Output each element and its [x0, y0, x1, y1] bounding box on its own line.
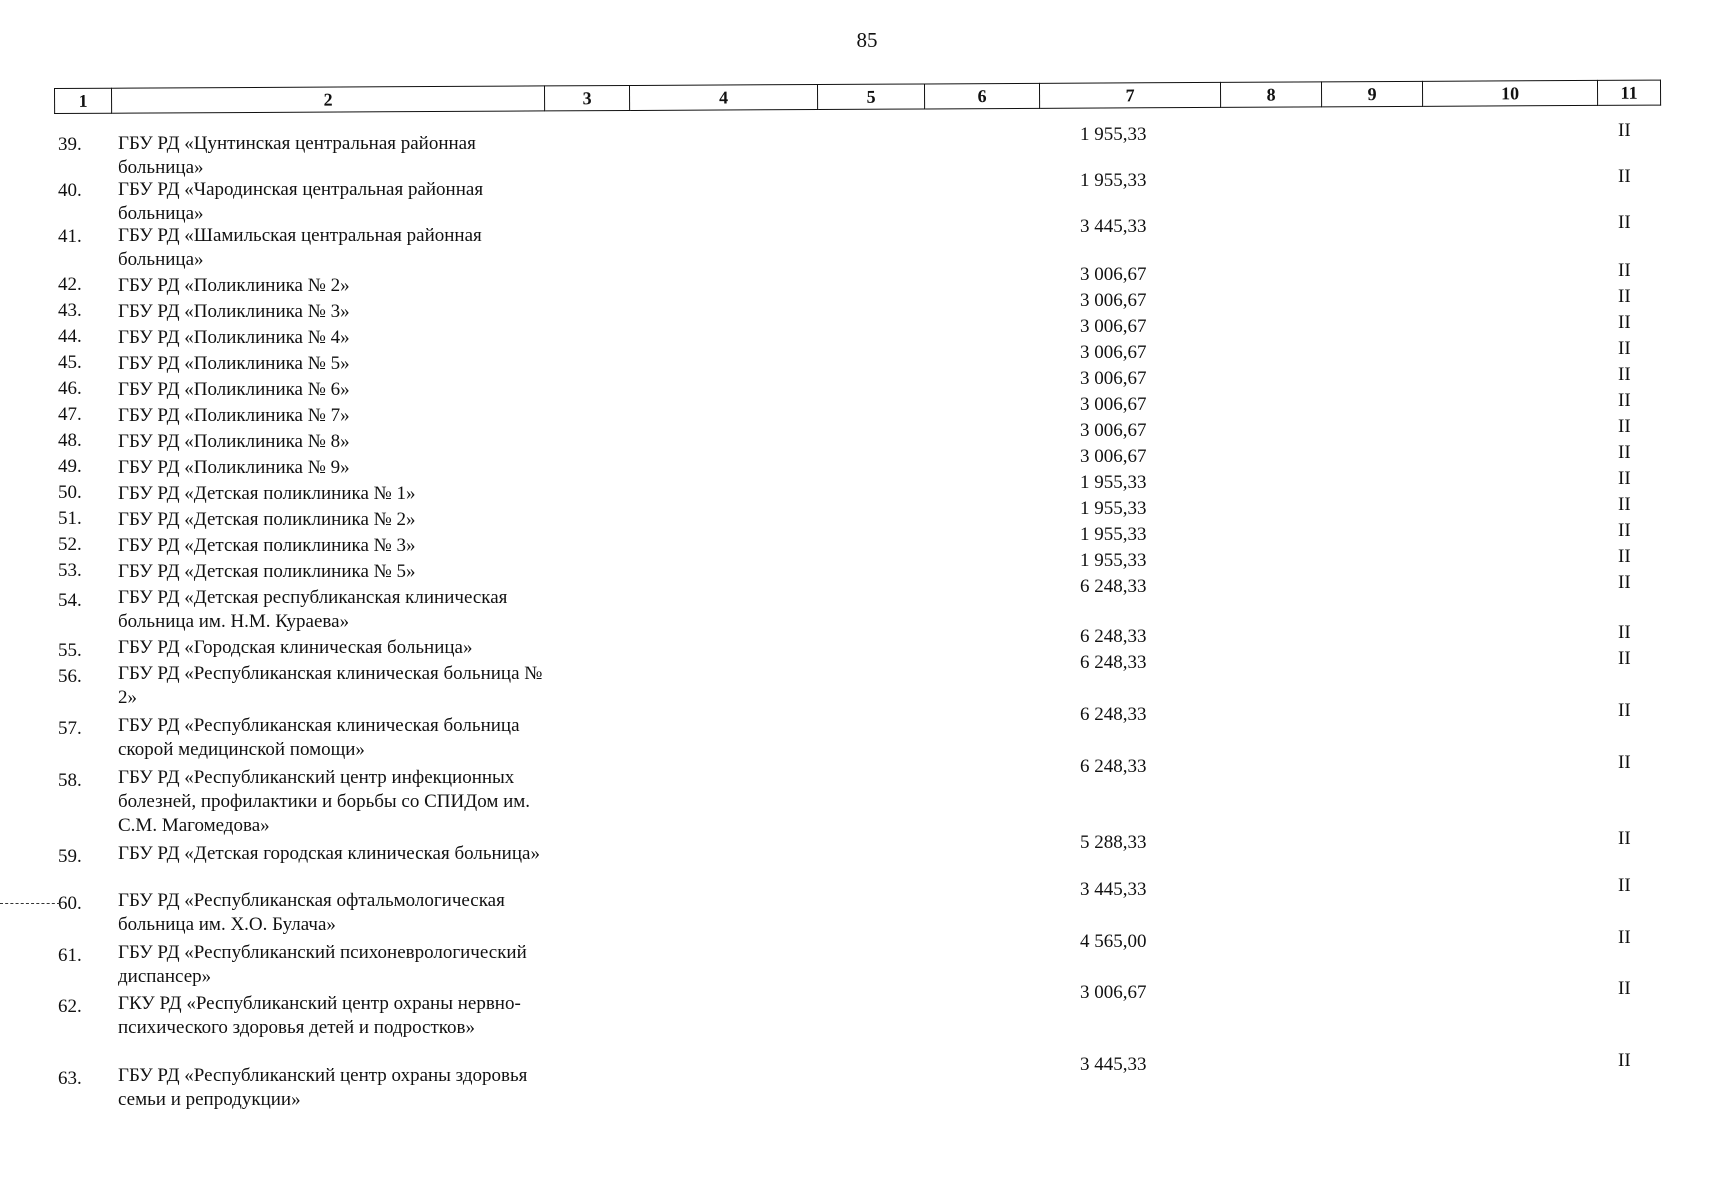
column-header: 2 — [112, 86, 545, 113]
row-value: 3 006,67 — [1080, 290, 1147, 311]
row-number: 44. — [58, 326, 82, 347]
institution-name: ГБУ РД «Поликлиника № 6» — [118, 379, 350, 400]
row-value: 6 248,33 — [1080, 626, 1147, 647]
row-category: II — [1618, 648, 1631, 669]
row-number: 46. — [58, 378, 82, 399]
row-value: 3 006,67 — [1080, 394, 1147, 415]
row-value: 4 565,00 — [1080, 931, 1147, 952]
row-category: II — [1618, 338, 1631, 359]
row-number: 50. — [58, 482, 82, 503]
row-category: II — [1618, 700, 1631, 721]
institution-name: ГКУ РД «Республиканский центр охраны нервно-психического здоровья детей и подростков» — [118, 993, 521, 1038]
row-category: II — [1618, 546, 1631, 567]
column-header: 1 — [55, 88, 112, 113]
row-category: II — [1618, 166, 1631, 187]
row-category: II — [1618, 416, 1631, 437]
row-category: II — [1618, 286, 1631, 307]
institution-name: ГБУ РД «Республиканский центр охраны здоровья семьи и репродукции» — [118, 1065, 528, 1110]
institution-name: ГБУ РД «Поликлиника № 5» — [118, 353, 350, 374]
institution-name: ГБУ РД «Цунтинская центральная районная больница» — [118, 133, 476, 178]
row-category: II — [1618, 828, 1631, 849]
row-value: 1 955,33 — [1080, 472, 1147, 493]
row-number: 49. — [58, 456, 82, 477]
row-value: 3 006,67 — [1080, 982, 1147, 1003]
row-number: 43. — [58, 300, 82, 321]
institution-name: ГБУ РД «Поликлиника № 7» — [118, 405, 350, 426]
institution-name: ГБУ РД «Детская поликлиника № 5» — [118, 561, 416, 582]
institution-name: ГБУ РД «Республиканская офтальмологическая больница им. Х.О. Булача» — [118, 890, 505, 935]
row-number: 53. — [58, 560, 82, 581]
institution-name: ГБУ РД «Поликлиника № 9» — [118, 457, 350, 478]
row-category: II — [1618, 212, 1631, 233]
row-number: 52. — [58, 534, 82, 555]
column-header: 3 — [544, 85, 629, 110]
row-number: 40. — [58, 180, 82, 201]
column-header: 8 — [1220, 82, 1321, 108]
row-number: 60. — [58, 893, 82, 914]
row-category: II — [1618, 494, 1631, 515]
institution-name: ГБУ РД «Республиканский психоневрологический диспансер» — [118, 942, 527, 987]
column-header: 5 — [817, 84, 924, 110]
row-category: II — [1618, 120, 1631, 141]
column-header: 4 — [629, 85, 817, 111]
row-number: 41. — [58, 226, 82, 247]
column-header: 7 — [1039, 82, 1220, 108]
row-value: 1 955,33 — [1080, 124, 1147, 145]
institution-name: ГБУ РД «Детская городская клиническая больница» — [118, 843, 540, 864]
row-value: 1 955,33 — [1080, 550, 1147, 571]
row-value: 3 445,33 — [1080, 216, 1147, 237]
row-category: II — [1618, 442, 1631, 463]
row-number: 39. — [58, 134, 82, 155]
row-value: 1 955,33 — [1080, 498, 1147, 519]
row-number: 56. — [58, 666, 82, 687]
row-category: II — [1618, 390, 1631, 411]
institution-name: ГБУ РД «Детская республиканская клиническая больница им. Н.М. Кураева» — [118, 587, 508, 632]
row-number: 48. — [58, 430, 82, 451]
institution-name: ГБУ РД «Детская поликлиника № 1» — [118, 483, 416, 504]
row-value: 1 955,33 — [1080, 524, 1147, 545]
row-number: 55. — [58, 640, 82, 661]
row-category: II — [1618, 572, 1631, 593]
row-value: 3 006,67 — [1080, 264, 1147, 285]
institution-name: ГБУ РД «Поликлиника № 2» — [118, 275, 350, 296]
row-number: 63. — [58, 1068, 82, 1089]
column-header: 10 — [1422, 80, 1597, 106]
row-value: 1 955,33 — [1080, 170, 1147, 191]
row-category: II — [1618, 312, 1631, 333]
scan-artifact-line — [0, 903, 60, 904]
row-category: II — [1618, 927, 1631, 948]
row-value: 6 248,33 — [1080, 756, 1147, 777]
row-category: II — [1618, 520, 1631, 541]
row-value: 6 248,33 — [1080, 704, 1147, 725]
row-value: 3 006,67 — [1080, 342, 1147, 363]
row-value: 3 006,67 — [1080, 446, 1147, 467]
row-number: 59. — [58, 846, 82, 867]
row-number: 58. — [58, 770, 82, 791]
institution-name: ГБУ РД «Поликлиника № 8» — [118, 431, 350, 452]
row-category: II — [1618, 978, 1631, 999]
column-header: 9 — [1321, 81, 1422, 107]
row-number: 62. — [58, 996, 82, 1017]
institution-name: ГБУ РД «Чародинская центральная районная больница» — [118, 179, 484, 224]
row-number: 45. — [58, 352, 82, 373]
institution-name: ГБУ РД «Республиканская клиническая больница № 2» — [118, 663, 543, 708]
institution-name: ГБУ РД «Республиканская клиническая больница скорой медицинской помощи» — [118, 715, 520, 760]
institution-name: ГБУ РД «Городская клиническая больница» — [118, 637, 473, 658]
row-value: 3 445,33 — [1080, 879, 1147, 900]
row-number: 61. — [58, 945, 82, 966]
row-number: 47. — [58, 404, 82, 425]
institution-name: ГБУ РД «Детская поликлиника № 2» — [118, 509, 416, 530]
row-category: II — [1618, 875, 1631, 896]
row-value: 3 006,67 — [1080, 420, 1147, 441]
row-category: II — [1618, 468, 1631, 489]
row-value: 6 248,33 — [1080, 652, 1147, 673]
row-value: 3 006,67 — [1080, 368, 1147, 389]
row-number: 42. — [58, 274, 82, 295]
institution-name: ГБУ РД «Республиканский центр инфекционных болезней, профилактики и борьбы со СПИДом им. С.М. Магомедова» — [118, 767, 531, 836]
row-number: 51. — [58, 508, 82, 529]
row-category: II — [1618, 364, 1631, 385]
column-header: 6 — [924, 83, 1039, 109]
row-value: 3 445,33 — [1080, 1054, 1147, 1075]
row-category: II — [1618, 752, 1631, 773]
row-value: 3 006,67 — [1080, 316, 1147, 337]
institution-name: ГБУ РД «Детская поликлиника № 3» — [118, 535, 416, 556]
page-number: 85 — [856, 28, 878, 52]
institution-name: ГБУ РД «Поликлиника № 4» — [118, 327, 350, 348]
institution-name: ГБУ РД «Поликлиника № 3» — [118, 301, 350, 322]
row-value: 5 288,33 — [1080, 832, 1147, 853]
row-number: 54. — [58, 590, 82, 611]
row-category: II — [1618, 622, 1631, 643]
column-header: 11 — [1597, 80, 1660, 105]
row-category: II — [1618, 260, 1631, 281]
row-category: II — [1618, 1050, 1631, 1071]
row-number: 57. — [58, 718, 82, 739]
row-value: 6 248,33 — [1080, 576, 1147, 597]
institution-name: ГБУ РД «Шамильская центральная районная больница» — [118, 225, 482, 270]
